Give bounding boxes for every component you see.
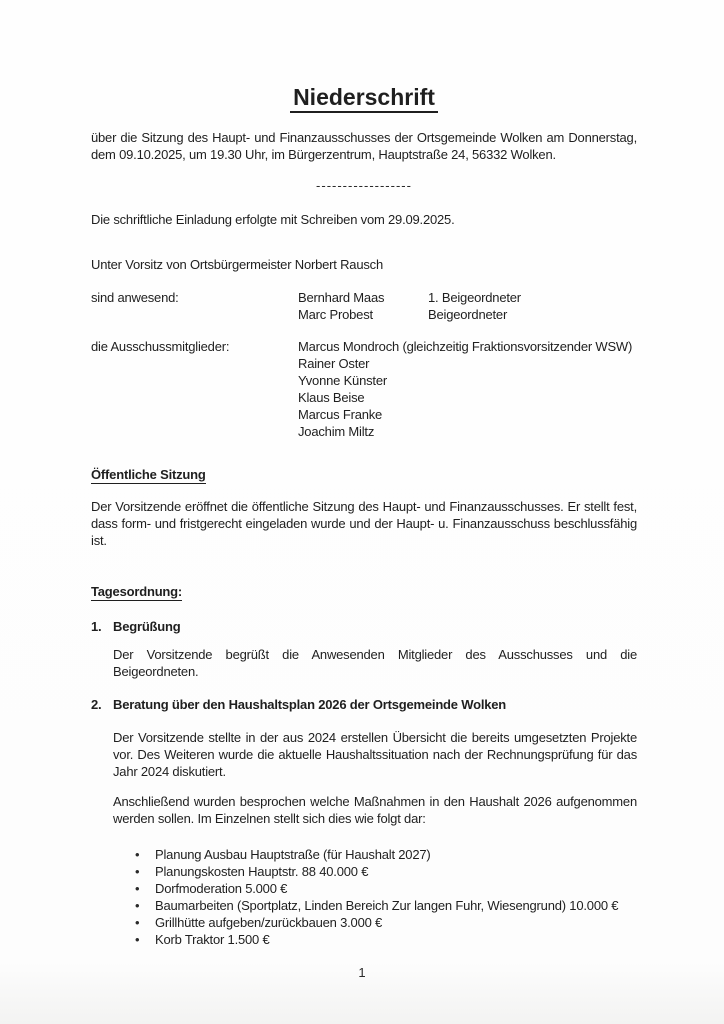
chair-line: Unter Vorsitz von Ortsbürgermeister Norbert Rausch [91, 257, 383, 272]
attendee-role: 1. Beigeordneter [428, 290, 521, 305]
list-item: • Korb Traktor 1.500 € [134, 931, 637, 948]
public-session-paragraph: Der Vorsitzende eröffnet die öffentliche Sitzung des Haupt- und Finanzausschusses. Er stellt fest, dass form- und fristgerecht eingeladen wurde und der Haupt- u. Finanzausschuss beschlussfähig ist. [91, 499, 637, 548]
committee-member: Joachim Miltz [298, 424, 375, 439]
agenda-item-2-paragraph-2: Anschließend wurden besprochen welche Maßnahmen in den Haushalt 2026 aufgenommen werden sollen. Im Einzelnen stellt sich dies wie folgt dar: [113, 794, 637, 826]
attendees-list [298, 289, 521, 323]
committee-member: Klaus Beise [298, 390, 365, 405]
intro-paragraph [91, 129, 637, 163]
agenda-item-2-number: 2. [91, 697, 102, 712]
list-item: • Dorfmoderation 5.000 € [134, 880, 637, 897]
agenda-item-1-body [113, 646, 637, 680]
committee-member: Marcus Mondroch (gleichzeitig Fraktionsvorsitzender WSW) [298, 339, 633, 354]
attendees-label: sind anwesend: [91, 290, 179, 305]
separator-dashes: ------------------ [316, 178, 412, 193]
intro-line-2: dem 09.10.2025, um 19.30 Uhr, im Bürgerzentrum, Hauptstraße 24, 56332 Wolken. [91, 147, 556, 162]
list-item: • Planungskosten Hauptstr. 88 40.000 € [134, 863, 637, 880]
agenda-item-1-number: 1. [91, 619, 102, 634]
agenda-item-1-title [91, 618, 637, 635]
agenda-item-1-paragraph: Der Vorsitzende begrüßt die Anwesenden Mitglieder des Ausschusses und die Beigeordneten. [113, 647, 637, 679]
budget-measures-list [134, 846, 637, 948]
committee-member: Rainer Oster [298, 356, 370, 371]
list-item: • Baumarbeiten (Sportplatz, Linden Bereich Zur langen Fuhr, Wiesengrund) 10.000 € [134, 897, 637, 914]
committee-member: Marcus Franke [298, 407, 383, 422]
committee-members-list [298, 338, 632, 440]
agenda-item-2-body [113, 729, 637, 948]
agenda-item-1-title-text: Begrüßung [113, 619, 181, 634]
committee-label: die Ausschussmitglieder: [91, 339, 230, 354]
attendee-name: Marc Probest [298, 307, 373, 322]
attendee-row [298, 306, 521, 323]
document-title-text: Niederschrift [290, 84, 438, 113]
intro-line-1: über die Sitzung des Haupt- und Finanzausschusses der Ortsgemeinde Wolken am Donnerstag, [91, 130, 637, 145]
agenda-item-2-title-text: Beratung über den Haushaltsplan 2026 der Ortsgemeinde Wolken [113, 697, 507, 712]
page-number: 1 [358, 965, 366, 980]
attendee-row [298, 289, 521, 306]
invitation-line: Die schriftliche Einladung erfolgte mit Schreiben vom 29.09.2025. [91, 212, 455, 227]
agenda-heading-text: Tagesordnung: [91, 584, 183, 599]
list-item: • Planung Ausbau Hauptstraße (für Haushalt 2027) [134, 846, 637, 863]
attendee-name: Bernhard Maas [298, 290, 385, 305]
public-session-heading [91, 466, 637, 483]
committee-block [91, 338, 637, 440]
list-item: • Grillhütte aufgeben/zurückbauen 3.000 € [134, 914, 637, 931]
attendee-role: Beigeordneter [428, 307, 508, 322]
document-title [91, 84, 637, 110]
agenda-item-2-title [91, 696, 637, 713]
agenda-item-2-paragraph-1: Der Vorsitzende stellte in der aus 2024 erstellen Übersicht die bereits umgesetzten Projekte vor. Des Weiteren wurde die aktuelle Haushaltssituation nach der Rechnungsprüfung für das Jahr 2024 diskutiert. [113, 730, 637, 779]
attendees-block [91, 289, 637, 323]
committee-member: Yvonne Künster [298, 373, 387, 388]
public-session-heading-text: Öffentliche Sitzung [91, 467, 206, 482]
agenda-heading [91, 583, 637, 600]
